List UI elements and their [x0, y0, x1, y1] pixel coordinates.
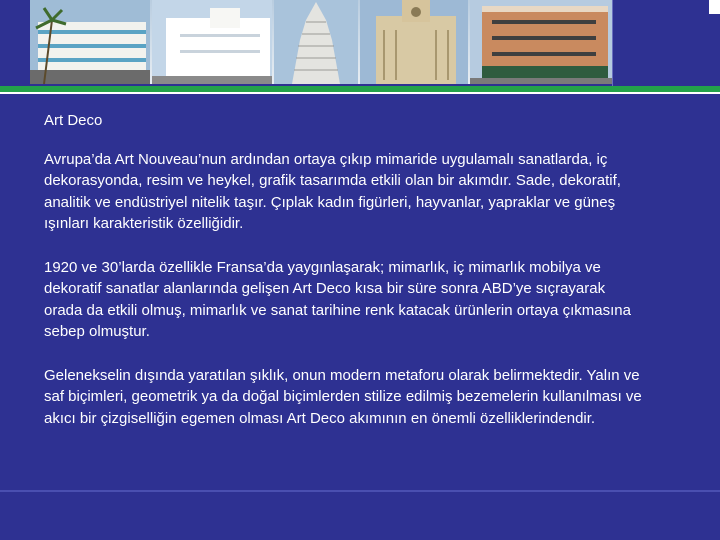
slide-text — [44, 110, 644, 451]
architecture-photo-strip — [30, 0, 612, 84]
photo-clock-building — [360, 0, 468, 84]
photo-stepped-tower — [274, 0, 358, 84]
corner-square — [709, 0, 720, 14]
photo-brick-building — [470, 0, 612, 84]
footer-band — [0, 492, 720, 540]
art-deco-buildings-image — [30, 0, 612, 84]
photo-hotel-palm — [30, 0, 150, 84]
header-side-panel — [612, 0, 720, 86]
photo-white-building — [152, 0, 272, 84]
paragraph-1: Avrupa’da Art Nouveau’nun ardından ortaya çıkıp mimaride uygulamalı sanatlarda, iç dekorasyonda, resim ve heykel, grafik tasarımda etkili olan bir akımdır. Sade, dekoratif, analitik ve endüstriyel nitelik taşır. Çıplak kadın figürleri, hayvanlar, yapraklar ve güneş ışınları karakteristik özelliğidir. — [44, 150, 621, 232]
paragraph-2: 1920 ve 30’larda özellikle Fransa’da yaygınlaşarak; mimarlık, iç mimarlık mobilya ve dekoratif sanatlar alanlarında gelişen Art Deco kısa bir süre sonra ABD’ye sıçrayarak orada da etkili olmuş, mimarlık ve sanat tarihine renk katacak ürünlerin ortaya çıkmasına sebep olmuştur. — [44, 258, 631, 340]
paragraph-3: Gelenekselin dışında yaratılan şıklık, onun modern metaforu olarak belirmektedir. Yalın ve saf biçimleri, geometrik ya da doğal biçimlerden stilize edilmiş bezemelerin kullanılması ve akıcı bir çizgiselliğin egemen olması Art Deco akımının en önemli özelliklerindendir. — [44, 366, 642, 427]
slide-title: Art Deco — [44, 112, 103, 129]
